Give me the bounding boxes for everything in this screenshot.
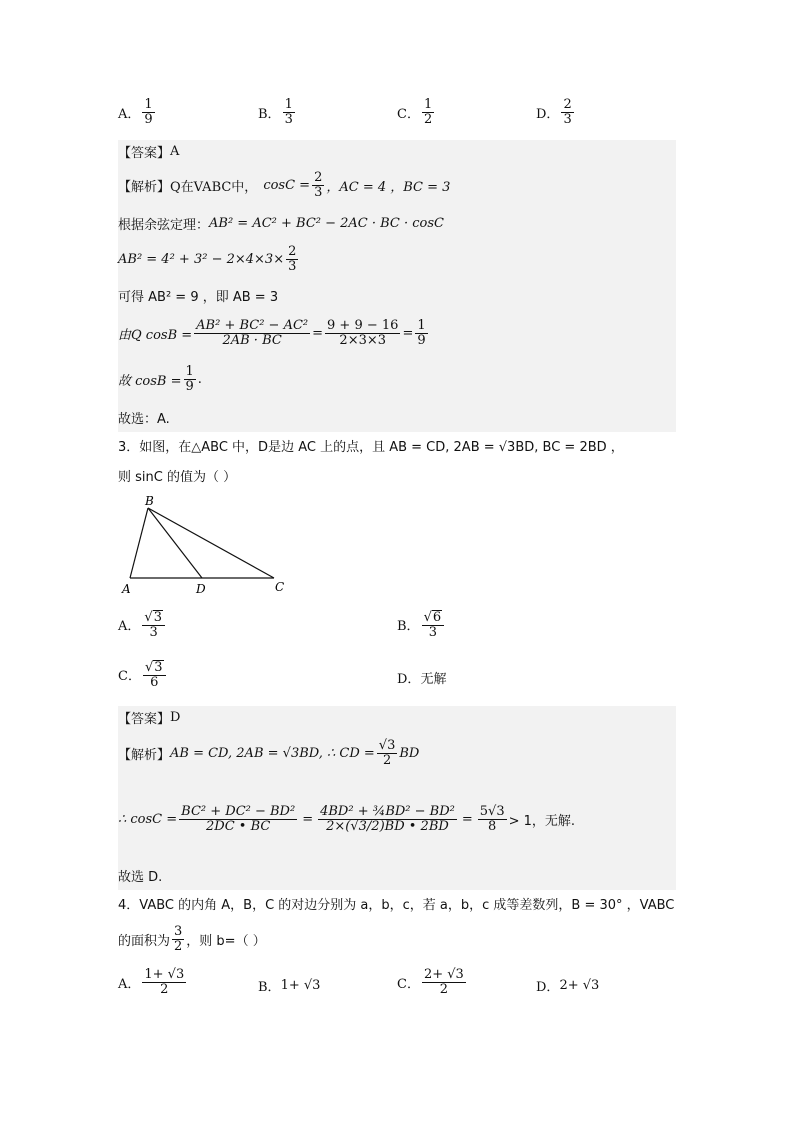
q3-analysis-line2: ∴ cosC = $\frac{\text{BC² + DC² − BD²}}{2DC • BC}$ = $\frac{\text{4BD² + ¾BD² − BD²}}{2\times(√3/2)BD • 2BD}$ = $\frac{5√3}{8}$ > 1，无解. (118, 803, 576, 834)
radicand: 3 (154, 660, 163, 675)
option-label: D． (536, 106, 560, 122)
q2-analysis-line7 (118, 402, 170, 432)
option-label: B． (258, 980, 281, 995)
math: 故 cosB = (118, 373, 182, 389)
fraction (179, 805, 297, 833)
option-text: 无解 (420, 672, 447, 687)
q2-option-d (536, 98, 576, 126)
option-text: 2+ √3 (559, 978, 600, 993)
fraction: √ 3 6 (143, 660, 166, 689)
numerator: 5√3 (479, 803, 505, 819)
q3-answer (118, 702, 180, 732)
q3-option-b (397, 610, 446, 639)
triangle-figure (118, 494, 298, 598)
fraction (283, 98, 295, 126)
option-label: A． (118, 106, 141, 122)
radicand: 6 (432, 610, 442, 625)
answer-value: A (170, 143, 180, 159)
denominator: 3 (284, 111, 293, 127)
q4-option-d (536, 976, 599, 995)
math: = (312, 325, 324, 341)
fraction (286, 245, 298, 273)
q3-analysis-line1 (118, 738, 419, 768)
analysis-tag: 【解析】 (118, 747, 171, 763)
fraction (194, 319, 310, 347)
option-label: C． (397, 106, 420, 122)
q3-solution-panel (118, 706, 676, 890)
question-text: 则 sinC 的值为（ ） (118, 469, 237, 485)
q2-answer (118, 136, 179, 166)
denominator: 2 (174, 938, 183, 954)
question-text: 的面积为 (118, 933, 171, 949)
q2-analysis-line1 (118, 170, 450, 200)
fraction (325, 319, 400, 347)
q4-option-c (397, 968, 468, 996)
fraction (172, 925, 184, 953)
option-label: B． (397, 619, 420, 635)
q2-option-b (258, 98, 297, 126)
q2-option-a (118, 98, 157, 126)
q2-analysis-line3 (118, 244, 300, 274)
denominator: 9 (144, 111, 153, 127)
numerator: 4BD² + ¾BD² − BD² (320, 803, 455, 819)
question-text: 4．VABC 的内角 A，B，C 的对边分别为 a，b，c，若 a，b，c 成等差数列，B = 30° ，VABC (118, 897, 675, 913)
option-label: D． (397, 672, 421, 687)
math: AB² = 4² + 3² − 2×4×3× (118, 251, 285, 267)
option-label: A． (118, 976, 141, 992)
numerator: 1 (284, 97, 293, 112)
denominator: 3 (563, 111, 572, 127)
answer-tag: 【答案】 (118, 711, 171, 727)
q4-stem-line2 (118, 924, 266, 954)
option-label: B． (258, 106, 281, 122)
question-text: ，则 b=（ ） (186, 933, 266, 949)
q2-option-c (397, 98, 436, 126)
numerator: 2 (563, 97, 572, 112)
denominator: 3 (149, 624, 158, 640)
option-label: C． (118, 669, 141, 685)
option-label: A． (118, 619, 141, 635)
denominator: 3 (314, 184, 323, 200)
q2-analysis-line5 (118, 318, 430, 348)
q3-stem-line2 (118, 460, 236, 490)
fraction (312, 171, 324, 199)
text: 故选：A. (118, 411, 170, 427)
numerator: AB² + BC² − AC² (196, 317, 309, 333)
q2-analysis-line4 (118, 280, 278, 310)
math: = (402, 325, 414, 341)
q2-analysis-line2 (118, 208, 444, 238)
vertex-label-d: D (196, 582, 206, 596)
numerator: 1 (423, 97, 433, 112)
denominator: 9 (185, 378, 194, 394)
q4-option-b (258, 976, 320, 995)
fraction (318, 805, 457, 833)
numerator: 1 (417, 317, 426, 333)
radicand: 3 (153, 610, 162, 625)
text: 根据余弦定理： (118, 217, 210, 233)
numerator: 2 (288, 243, 297, 259)
math: ，AC = 4 ，BC = 3 (326, 179, 451, 195)
denominator: 3 (288, 258, 297, 274)
q3-analysis-line3 (118, 860, 162, 890)
fraction (478, 805, 507, 833)
text: 可得 AB² = 9 ，即 AB = 3 (118, 289, 279, 305)
fraction (142, 98, 154, 126)
vertex-label-b: B (145, 494, 154, 508)
q4-option-a (118, 968, 188, 996)
numerator: 3 (174, 923, 183, 939)
denominator: 2AB · BC (222, 332, 282, 348)
denominator: 2 (439, 981, 449, 997)
question-text: 3．如图，在△ABC 中，D是边 AC 上的点，且 AB = CD, 2AB = √3BD, BC = 2BD ， (118, 439, 624, 455)
q3-option-d (397, 668, 446, 687)
fraction (142, 968, 186, 996)
fraction (422, 968, 466, 996)
fraction (415, 319, 427, 347)
q3-option-a (118, 610, 167, 639)
fraction (377, 739, 398, 767)
option-label: D． (536, 980, 560, 995)
q4-stem-line1 (118, 888, 674, 918)
fraction: √ 6 3 (422, 610, 445, 639)
vertex-label-c: C (275, 580, 285, 594)
denominator: 8 (488, 818, 497, 834)
numerator: 9 + 9 − 16 (327, 317, 399, 333)
answer-tag: 【答案】 (118, 145, 171, 161)
denominator: 3 (428, 624, 437, 640)
denominator: 2 (423, 111, 433, 127)
q2-analysis-line6 (118, 364, 202, 394)
denominator: 2×(√3/2)BD • 2BD (326, 818, 449, 834)
option-label: C． (397, 976, 420, 992)
denominator: 2 (160, 981, 169, 997)
numerator: 1+ √3 (144, 967, 185, 982)
denominator: 9 (417, 332, 426, 348)
denominator: 6 (150, 674, 159, 690)
denominator: 2 (382, 752, 392, 768)
vertex-label-a: A (122, 582, 131, 596)
numerator: 2+ √3 (423, 967, 464, 982)
math: cosC = (263, 177, 311, 193)
numerator: 1 (185, 363, 194, 379)
math: BD (399, 745, 420, 761)
text: 故选 D. (118, 869, 163, 885)
fraction (561, 98, 573, 126)
fraction (422, 98, 434, 126)
denominator: 2×3×3 (339, 332, 387, 348)
math: AB² = AC² + BC² − 2AC · BC · cosC (209, 215, 445, 231)
math: ∴ cosC = (118, 811, 178, 827)
text: . (197, 371, 202, 387)
numerator: √3 (378, 737, 396, 753)
option-text: 1+ √3 (280, 978, 321, 993)
text: Q在VABC中， (170, 179, 258, 195)
q3-stem-line1 (118, 430, 624, 460)
fraction: √ 3 3 (142, 610, 165, 639)
math: AB = CD, 2AB = √3BD, ∴ CD = (170, 745, 375, 761)
fraction (184, 365, 196, 393)
numerator: BC² + DC² − BD² (181, 803, 296, 819)
text: > 1，无解. (508, 813, 576, 829)
answer-value: D (170, 709, 181, 725)
numerator: 1 (144, 97, 153, 112)
analysis-tag: 【解析】 (118, 179, 171, 195)
denominator: 2DC • BC (206, 818, 271, 834)
q3-option-c (118, 660, 168, 689)
numerator: 2 (314, 169, 323, 185)
math: 由Q cosB = (118, 327, 193, 343)
